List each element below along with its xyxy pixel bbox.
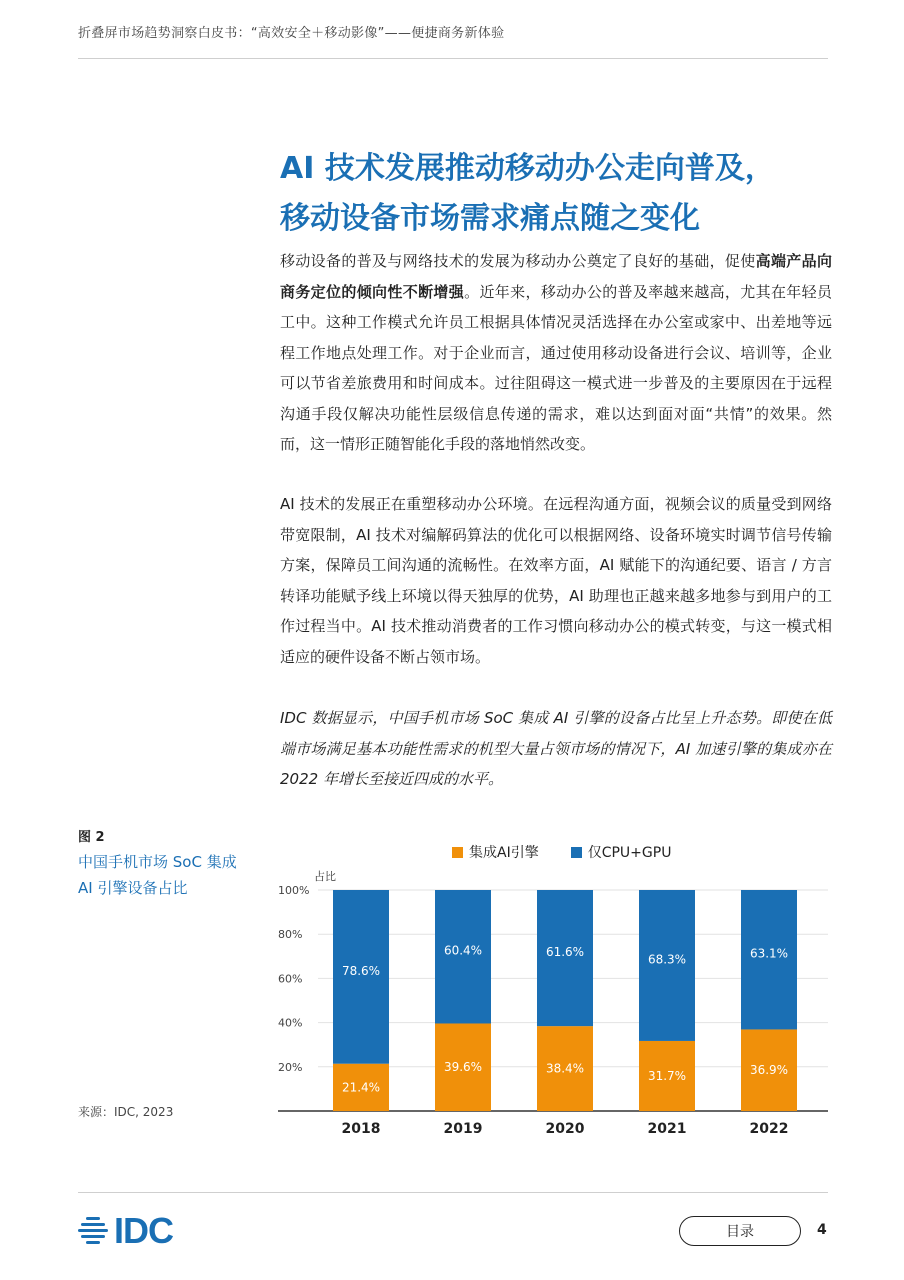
x-tick-label: 2022: [749, 1121, 789, 1137]
x-tick-label: 2019: [443, 1121, 483, 1137]
y-tick-label: 60%: [278, 972, 303, 986]
paragraph-1-before: 移动设备的普及与网络技术的发展为移动办公奠定了良好的基础，促使: [280, 252, 756, 270]
bar-value-label: 38.4%: [545, 1061, 585, 1076]
y-tick-label: 20%: [278, 1060, 303, 1074]
paragraph-1-after: 。近年来，移动办公的普及率越来越高，尤其在年轻员工中。这种工作模式允许员工根据具体情况灵活选择在办公室或家中、出差地等远程工作地点处理工作。对于企业而言，通过使用移动设备进行会议、培训等，企业可以节省差旅费用和时间成本。过往阻碍这一模式进一步普及的主要原因在于远程沟通手段仅解决功能性层级信息传递的需求，难以达到面对面“共情”的效果。然而，这一情形正随智能化手段的落地悄然改变。: [280, 282, 832, 453]
legend-item-ai: [452, 842, 539, 862]
y-axis-label: 占比: [314, 870, 336, 883]
bar-value-label: 61.6%: [545, 945, 585, 960]
legend-label-cpu-gpu: 仅CPU+GPU: [587, 845, 672, 861]
bar-value-label: 39.6%: [443, 1060, 483, 1075]
idc-logo-text: IDC: [114, 1210, 173, 1251]
paragraph-1: [280, 246, 832, 460]
x-tick-label: 2020: [545, 1121, 585, 1137]
running-header: 折叠屏市场趋势洞察白皮书：“高效安全＋移动影像”——便捷商务新体验: [78, 26, 505, 41]
legend-label-ai: 集成AI引擎: [469, 845, 539, 861]
bar-value-label: 60.4%: [443, 943, 483, 958]
figure-source: 来源：IDC, 2023: [78, 1105, 174, 1119]
page-number: 4: [817, 1222, 827, 1238]
legend-swatch-cpu-gpu: [571, 847, 582, 858]
stacked-bar-chart: [278, 868, 838, 1148]
paragraph-3: IDC 数据显示，中国手机市场 SoC 集成 AI 引擎的设备占比呈上升态势。即使在低端市场满足基本功能性需求的机型大量占领市场的情况下，AI 加速引擎的集成亦在 2022 年增长至接近四成的水平。: [280, 709, 832, 788]
toc-button[interactable]: 目录: [679, 1216, 801, 1246]
bar-value-label: 63.1%: [749, 946, 789, 961]
y-tick-label: 100%: [278, 884, 310, 897]
y-tick-label: 40%: [278, 1016, 303, 1030]
bar-value-label: 36.9%: [749, 1063, 789, 1078]
bar-value-label: 31.7%: [647, 1068, 687, 1083]
figure-caption: 中国手机市场 SoC 集成 AI 引擎设备占比: [78, 853, 237, 897]
bar-value-label: 21.4%: [341, 1080, 381, 1095]
legend-item-cpu-gpu: [571, 842, 672, 862]
title-line-1: AI 技术发展推动移动办公走向普及，: [280, 151, 775, 186]
bar-value-label: 68.3%: [647, 952, 687, 967]
x-tick-label: 2018: [341, 1121, 381, 1137]
y-tick-label: 80%: [278, 928, 303, 942]
bar-value-label: 78.6%: [341, 963, 381, 978]
figure-label: 图 2: [78, 830, 105, 845]
title-line-2: 移动设备市场需求痛点随之变化: [280, 201, 700, 236]
legend-swatch-ai: [452, 847, 463, 858]
header-divider: [78, 58, 828, 59]
footer-divider: [78, 1192, 828, 1193]
x-tick-label: 2021: [647, 1121, 687, 1137]
paragraph-2: AI 技术的发展正在重塑移动办公环境。在远程沟通方面，视频会议的质量受到网络带宽限制，AI 技术对编解码算法的优化可以根据网络、设备环境实时调节信号传输方案，保障员工间沟通的流畅性。在效率方面，AI 赋能下的沟通纪要、语言 / 方言转译功能赋予线上环境以得天独厚的优势，AI 助理也正越来越多地参与到用户的工作过程当中。AI 技术推动消费者的工作习惯向移动办公的模式转变，与这一模式相适应的硬件设备不断占领市场。: [280, 495, 832, 666]
idc-logo: [78, 1210, 173, 1252]
idc-logo-mark-icon: [78, 1213, 108, 1249]
chart-legend: [452, 842, 671, 862]
paragraph-1-bold: 高端产品向商务定位的倾向性不断增强: [280, 252, 832, 301]
section-title: [280, 144, 840, 244]
